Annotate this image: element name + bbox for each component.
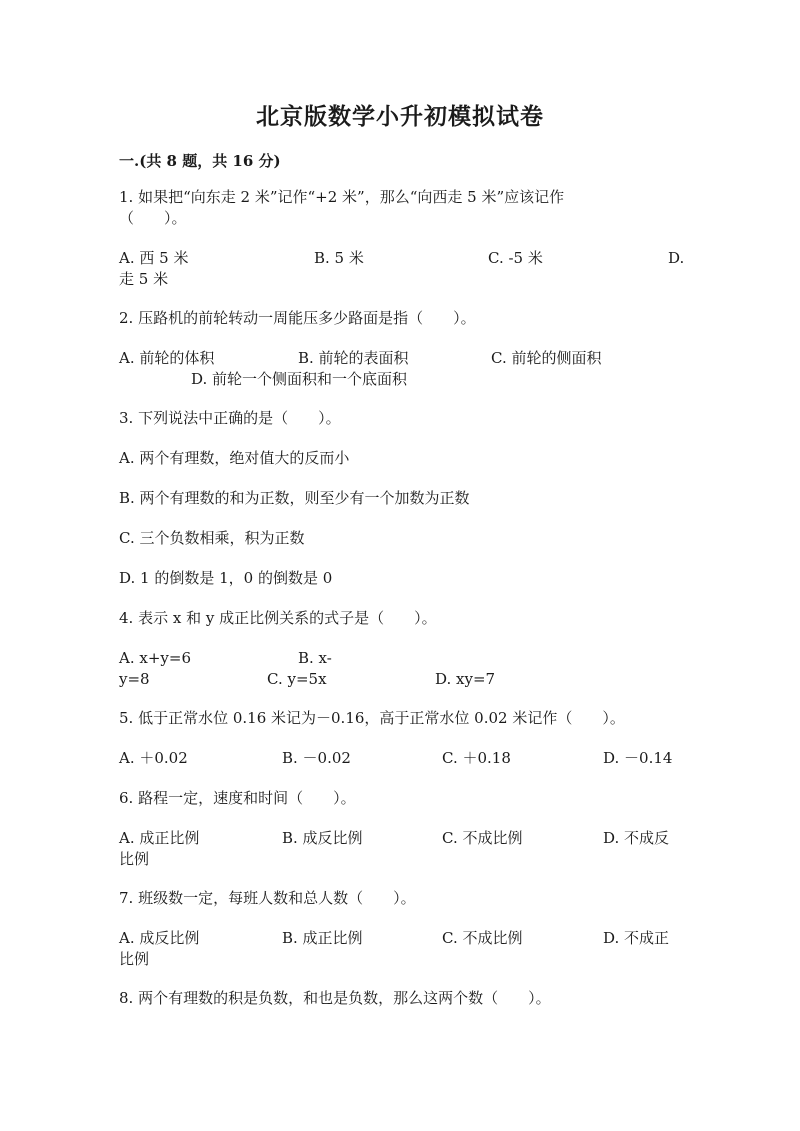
question-2-option-c: C. 前轮的侧面积: [491, 349, 602, 367]
question-1-option-c: C. -5 米: [488, 249, 543, 267]
section-heading: 一.(共 8 题，共 16 分): [119, 152, 281, 170]
question-4-option-b-cont: y=8: [119, 670, 150, 688]
question-1-option-b: B. 5 米: [314, 249, 364, 267]
question-6-option-d-cont: 比例: [119, 850, 150, 868]
question-1-option-a: A. 西 5 米: [119, 249, 189, 267]
question-5-option-c: C. ＋0.18: [442, 749, 511, 767]
question-2-option-b: B. 前轮的表面积: [298, 349, 409, 367]
question-1-option-d-cont: 走 5 米: [119, 270, 169, 288]
question-3-option-d: D. 1 的倒数是 1，0 的倒数是 0: [119, 569, 333, 587]
question-2-option-d: D. 前轮一个侧面积和一个底面积: [191, 370, 408, 388]
question-6-option-b: B. 成反比例: [282, 829, 363, 847]
question-4-option-c: C. y=5x: [267, 670, 327, 688]
question-1-stem-cont: （ ）。: [119, 209, 187, 227]
question-3-stem: 3. 下列说法中正确的是（ ）。: [119, 409, 341, 427]
question-4-option-b: B. x-: [298, 649, 332, 667]
question-5-option-a: A. ＋0.02: [119, 749, 188, 767]
question-6-option-c: C. 不成比例: [442, 829, 523, 847]
question-5-option-b: B. －0.02: [282, 749, 351, 767]
question-7-option-c: C. 不成比例: [442, 929, 523, 947]
question-3-option-a: A. 两个有理数，绝对值大的反而小: [119, 449, 350, 467]
question-7-option-d-cont: 比例: [119, 950, 150, 968]
question-7-option-b: B. 成正比例: [282, 929, 363, 947]
question-8-stem: 8. 两个有理数的积是负数，和也是负数，那么这两个数（ ）。: [119, 989, 551, 1007]
question-7-option-d: D. 不成正: [603, 929, 670, 947]
question-4-option-a: A. x+y=6: [119, 649, 191, 667]
question-7-option-a: A. 成反比例: [119, 929, 200, 947]
question-2-stem: 2. 压路机的前轮转动一周能压多少路面是指（ ）。: [119, 309, 476, 327]
question-1-stem: 1. 如果把“向东走 2 米”记作“+2 米”，那么“向西走 5 米”应该记作: [119, 188, 565, 206]
question-2-option-a: A. 前轮的体积: [119, 349, 215, 367]
question-5-stem: 5. 低于正常水位 0.16 米记为－0.16，高于正常水位 0.02 米记作（ ）。: [119, 709, 625, 727]
page-title: 北京版数学小升初模拟试卷: [256, 103, 544, 130]
question-3-option-c: C. 三个负数相乘，积为正数: [119, 529, 305, 547]
question-6-option-a: A. 成正比例: [119, 829, 200, 847]
question-4-option-d: D. xy=7: [435, 670, 496, 688]
question-5-option-d: D. －0.14: [603, 749, 673, 767]
question-7-stem: 7. 班级数一定，每班人数和总人数（ ）。: [119, 889, 416, 907]
question-1-option-d: D.: [668, 249, 685, 267]
question-4-stem: 4. 表示 x 和 y 成正比例关系的式子是（ ）。: [119, 609, 437, 627]
question-6-stem: 6. 路程一定，速度和时间（ ）。: [119, 789, 356, 807]
question-6-option-d: D. 不成反: [603, 829, 670, 847]
question-3-option-b: B. 两个有理数的和为正数，则至少有一个加数为正数: [119, 489, 470, 507]
